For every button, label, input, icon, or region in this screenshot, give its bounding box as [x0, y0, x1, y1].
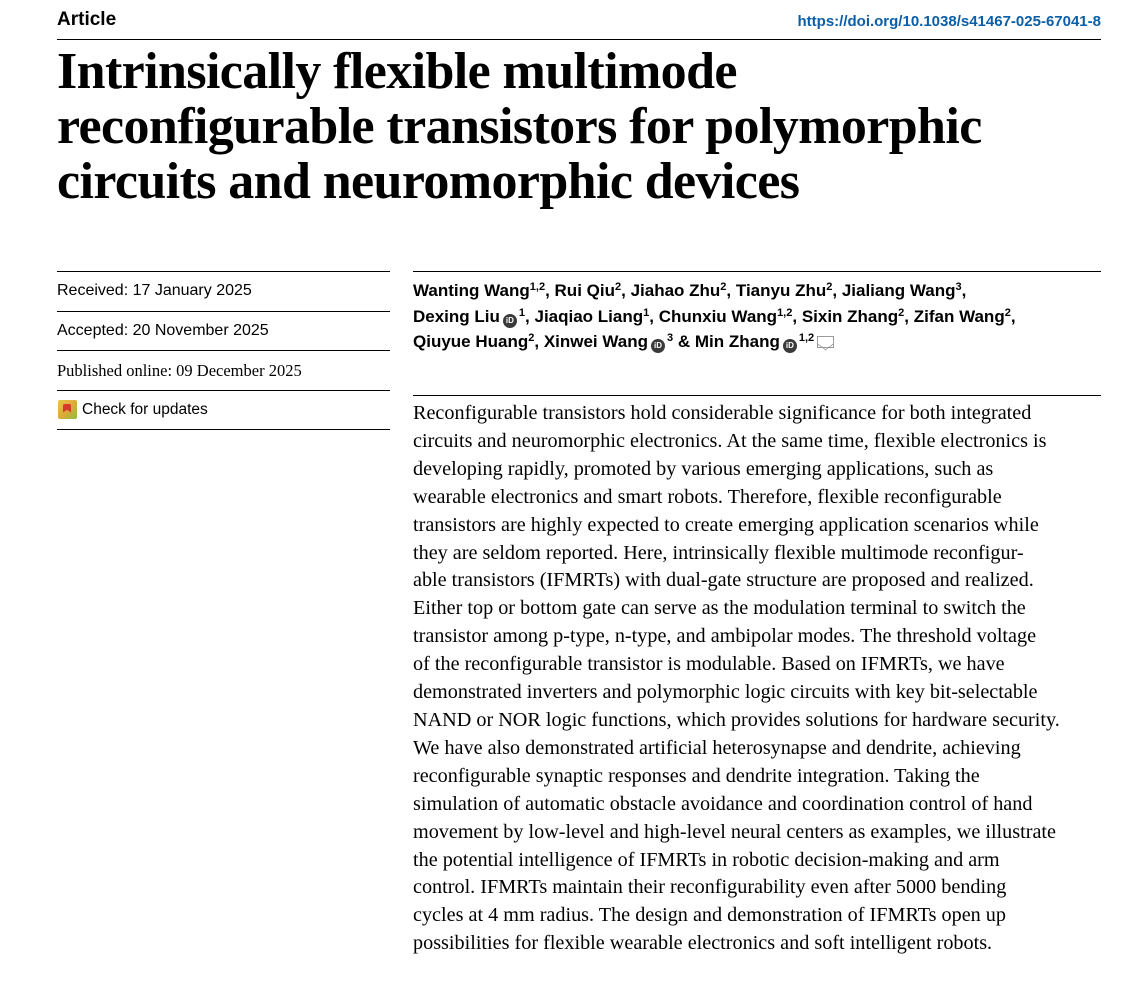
abstract-line: wearable electronics and smart robots. Therefore, flexible reconfigurable	[413, 485, 1002, 508]
abstract-line: reconfigurable synaptic responses and dendrite integration. Taking the	[413, 764, 980, 787]
accepted-row	[57, 311, 390, 351]
title-line: reconfigurable transistors for polymorphic	[57, 98, 982, 155]
published-date: Published online: 09 December 2025	[57, 361, 302, 380]
publication-meta	[57, 271, 390, 430]
abstract-line: demonstrated inverters and polymorphic logic circuits with key bit-selectable	[413, 681, 1038, 704]
author-name: Min Zhang	[694, 332, 780, 351]
author[interactable]	[631, 281, 727, 300]
author[interactable]	[736, 281, 832, 300]
abstract-line: of the reconfigurable transistor is modulable. Based on IFMRTs, we have	[413, 653, 1005, 676]
author-name: Rui Qiu	[554, 281, 615, 300]
author-affiliation: 2	[826, 281, 833, 293]
author-name: Sixin Zhang	[801, 306, 899, 326]
author-affiliation: 1,2	[777, 306, 793, 319]
author[interactable]	[842, 281, 962, 300]
author-name: Chunxiu Wang	[658, 306, 778, 326]
abstract-line: transistor among p-type, n-type, and ambipolar modes. The threshold voltage	[413, 625, 1037, 648]
orcid-icon[interactable]: iD	[503, 314, 517, 328]
author-affiliation: 1,2	[798, 332, 815, 344]
abstract	[413, 400, 1113, 958]
author-affiliation: 1	[518, 306, 526, 319]
author-affiliation: 1	[643, 306, 650, 319]
author-name: Jiahao Zhu	[630, 281, 721, 300]
abstract-divider	[413, 395, 1101, 396]
author-name: Zifan Wang	[913, 306, 1005, 326]
author[interactable]	[914, 307, 1011, 326]
check-updates-label: Check for updates	[82, 400, 208, 418]
abstract-line: cycles at 4 mm radius. The design and demonstration of IFMRTs open up	[413, 904, 1006, 927]
author[interactable]	[534, 307, 649, 326]
abstract-line: circuits and neuromorphic electronics. At the same time, flexible electronics is	[413, 429, 1047, 452]
author-list: Wanting Wang$^{1,2}$, Rui Qiu$^2$, Jiahao Zhu$^2$, Tianyu Zhu$^2$, Jialiang Wang$^3$, Dexing Liu $iD^1$, Jiaqiao Liang$^1$, Chunxiu Wang$^{1,2}$, Sixin Zhang$^2$, Zifan Wang$^2$, Qiuyue Huang$^2$, Xinwei Wang $iD^3$ & Min Zhang iD$^{1,2}$	[413, 281, 1016, 351]
author-name: Tianyu Zhu	[735, 281, 827, 300]
received-row	[57, 271, 390, 311]
accepted-date: Accepted: 20 November 2025	[57, 321, 269, 339]
author-affiliation: 1,2	[529, 281, 546, 293]
abstract-line: the potential intelligence of IFMRTs in robotic decision-making and arm	[413, 848, 1000, 871]
abstract-line: Reconfigurable transistors hold considerable significance for both integrated	[413, 402, 1032, 424]
abstract-line: they are seldom reported. Here, intrinsically flexible multimode reconfigur-	[413, 541, 1024, 564]
orcid-icon[interactable]: iD	[651, 339, 665, 353]
author[interactable]	[555, 281, 622, 300]
author-affiliation: 3	[667, 332, 674, 344]
author-affiliation: 2	[528, 332, 535, 344]
abstract-line: Either top or bottom gate can serve as the modulation terminal to switch the	[413, 597, 1026, 620]
author-name: Qiuyue Huang	[413, 332, 529, 351]
author[interactable]	[695, 332, 834, 351]
author-name: Jiaqiao Liang	[534, 306, 644, 326]
abstract-line: possibilities for flexible wearable electronics and soft intelligent robots.	[413, 932, 993, 955]
email-icon[interactable]	[817, 336, 834, 348]
author-name: Jialiang Wang	[841, 281, 956, 300]
authors-divider	[413, 271, 1101, 272]
author-name: Xinwei Wang	[543, 332, 649, 351]
abstract-line: We have also demonstrated artificial heterosynapse and dendrite, achieving	[413, 736, 1021, 759]
header-divider	[57, 39, 1101, 40]
abstract-line: NAND or NOR logic functions, which provides solutions for hardware security.	[413, 708, 1060, 731]
abstract-line: transistors are highly expected to create emerging application scenarios while	[413, 513, 1039, 536]
published-row	[57, 350, 390, 390]
author-affiliation: 2	[720, 281, 727, 293]
abstract-line: able transistors (IFMRTs) with dual-gate structure are proposed and realized.	[413, 569, 1034, 592]
author[interactable]	[413, 281, 545, 300]
title-line: circuits and neuromorphic devices	[57, 153, 800, 210]
abstract-line: control. IFMRTs maintain their reconfigurability even after 5000 bending	[413, 876, 1007, 899]
check-updates-button[interactable]	[57, 390, 390, 431]
abstract-line: simulation of automatic obstacle avoidance and coordination control of hand	[413, 792, 1033, 815]
author[interactable]	[413, 307, 525, 326]
orcid-icon[interactable]: iD	[783, 339, 797, 353]
author[interactable]	[802, 307, 904, 326]
author-affiliation: 2	[898, 306, 905, 319]
author[interactable]	[413, 332, 534, 351]
doi-link[interactable]: https://doi.org/10.1038/s41467-025-67041-8	[797, 13, 1101, 30]
author-affiliation: 3	[955, 281, 962, 293]
abstract-line: developing rapidly, promoted by various emerging applications, such as	[413, 457, 994, 480]
title-line: Intrinsically flexible multimode	[57, 43, 737, 100]
author[interactable]	[659, 307, 793, 326]
author[interactable]	[544, 332, 673, 351]
author-affiliation: 2	[614, 281, 622, 293]
received-date: Received: 17 January 2025	[57, 282, 252, 299]
author-name: Wanting Wang	[413, 281, 530, 300]
abstract-line: movement by low-level and high-level neural centers as examples, we illustrate	[413, 820, 1056, 843]
author-name: Dexing Liu	[413, 306, 500, 326]
section-label: Article	[57, 9, 117, 30]
crossmark-icon	[58, 400, 77, 419]
article-title	[57, 44, 1107, 209]
author-affiliation: 2	[1004, 306, 1011, 319]
